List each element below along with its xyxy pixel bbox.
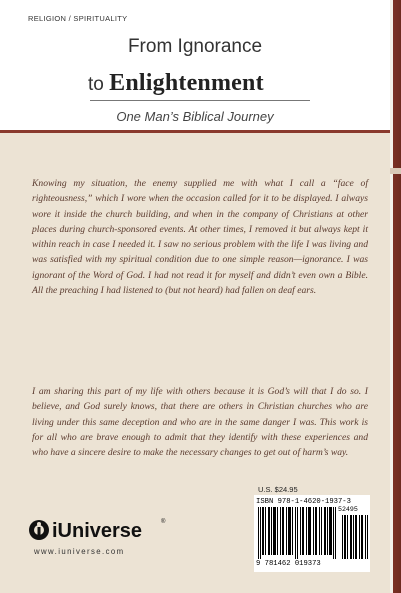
book-spine bbox=[390, 0, 401, 593]
publisher-logo-text: iUniverse bbox=[52, 520, 143, 542]
spine-mark bbox=[390, 168, 401, 174]
title-to: to bbox=[88, 74, 104, 95]
isbn-label: ISBN 978-1-4620-1937-3 bbox=[256, 498, 351, 506]
price-addon-number: 52495 bbox=[338, 506, 358, 513]
price-label: U.S. $24.95 bbox=[258, 485, 298, 494]
barcode-panel bbox=[254, 495, 370, 572]
title-line-2 bbox=[88, 70, 388, 97]
ean-barcode-graphic bbox=[258, 507, 338, 559]
iuniverse-logo-icon bbox=[28, 519, 50, 546]
ean-number: 9 781462 019373 bbox=[256, 560, 321, 568]
category-label: RELIGION / SPIRITUALITY bbox=[28, 14, 128, 23]
title-main: Enlightenment bbox=[109, 70, 264, 96]
blurb-paragraph-2: I am sharing this part of my life with others because it is God’s will that I do so. I believe, and God surely knows, that there are others in Christian churches who are living under this same deception and who are in the same danger I was. This work is for all who are brave enough to admit that they identify with these experiences and who have a sincere desire to make the necessary changes to get out of harm’s way. bbox=[32, 386, 368, 459]
publisher-website: www.iuniverse.com bbox=[34, 547, 125, 556]
registered-mark: ® bbox=[161, 519, 166, 525]
title-line-1: From Ignorance bbox=[127, 36, 263, 57]
subtitle: One Man’s Biblical Journey bbox=[116, 109, 274, 124]
blurb-paragraph-1: Knowing my situation, the enemy supplied me with what I call a “face of righteousness,” which I wore when the occasion called for it to be displayed. I always wore it inside the church building, and when in the company of Christians at other places during church-sponsored events. At other times, I removed it but always kept it within reach in case I needed it. I saw no serious problem with the life I was living and was satisfied with my spiritual condition due to one simple reason—ignorance. I was ignorant of the Word of God. I had not read it for myself and didn’t even own a Bible. All the preaching I had listened to (but not heard) had fallen on deaf ears. bbox=[32, 178, 368, 297]
title-divider bbox=[0, 130, 390, 133]
title-rule bbox=[90, 100, 310, 101]
addon-barcode-graphic bbox=[342, 515, 368, 559]
